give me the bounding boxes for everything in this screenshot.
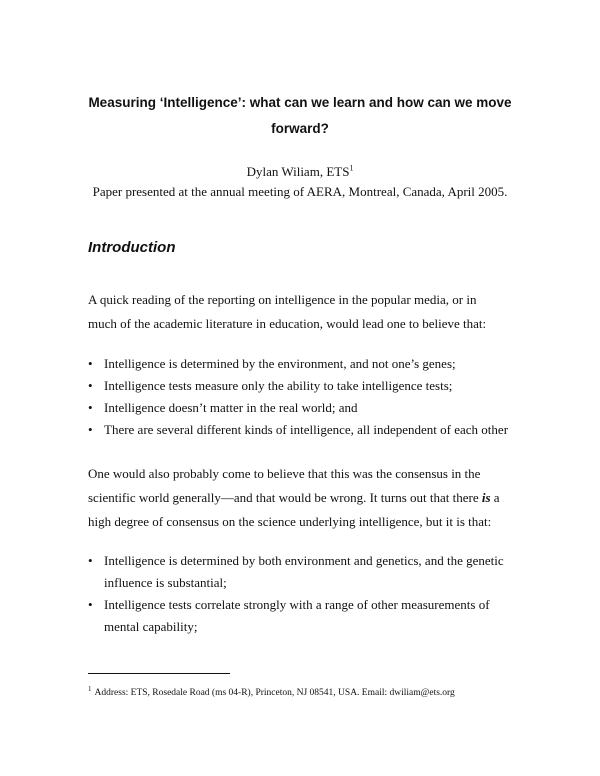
intro-paragraph-1: A quick reading of the reporting on intelligence in the popular media, or in much of the academic literature in education, would lead one to believe that: — [88, 292, 487, 331]
author-name: Dylan Wiliam, ETS — [246, 164, 350, 179]
list-item — [88, 419, 518, 441]
bullet-icon: • — [88, 378, 93, 393]
list-item-text: Intelligence tests correlate strongly with a range of other measurements of mental capability; — [104, 597, 490, 634]
paper-title: Measuring ‘Intelligence’: what can we learn and how can we move forward? — [88, 95, 512, 136]
paragraph-2-text-start: One would also probably come to believe that this was the consensus in the scientific world generally—and that would be wrong. It turns out that there — [88, 466, 482, 505]
list-item — [88, 397, 518, 419]
list-item — [88, 353, 518, 375]
author-line — [0, 163, 600, 181]
footnote-text: Address: ETS, Rosedale Road (ms 04-R), Princeton, NJ 08541, USA. Email: dwiliam@ets.org — [94, 688, 455, 698]
list-item-text: There are several different kinds of intelligence, all independent of each other — [104, 422, 509, 437]
list-item — [88, 375, 518, 397]
bullet-icon: • — [88, 400, 93, 415]
list-item-text: Intelligence is determined by both environment and genetics, and the genetic influence is substantial; — [104, 553, 504, 590]
presentation-note: Paper presented at the annual meeting of AERA, Montreal, Canada, April 2005. — [92, 184, 508, 199]
bullet-list-consensus — [88, 550, 518, 638]
footnote-mark: 1 — [88, 684, 92, 693]
footnote-divider — [88, 673, 230, 674]
list-item-text: Intelligence doesn’t matter in the real world; and — [104, 400, 358, 415]
paragraph-2-emphasis: is — [481, 490, 491, 505]
intro-paragraph-2 — [88, 462, 508, 534]
paragraph-2-text-end: a high degree of consensus on the science underlying intelligence, but it is that: — [88, 490, 500, 529]
bullet-icon: • — [88, 356, 93, 371]
list-item-text: Intelligence is determined by the environment, and not one’s genes; — [104, 356, 456, 371]
footnote — [88, 686, 528, 700]
list-item — [88, 594, 518, 638]
section-heading-introduction: Introduction — [88, 239, 176, 256]
author-footnote-mark: 1 — [349, 163, 354, 173]
bullet-list-misconceptions — [88, 353, 518, 441]
list-item — [88, 550, 518, 594]
list-item-text: Intelligence tests measure only the ability to take intelligence tests; — [104, 378, 453, 393]
bullet-icon: • — [88, 422, 93, 437]
bullet-icon: • — [88, 597, 93, 612]
bullet-icon: • — [88, 553, 93, 568]
